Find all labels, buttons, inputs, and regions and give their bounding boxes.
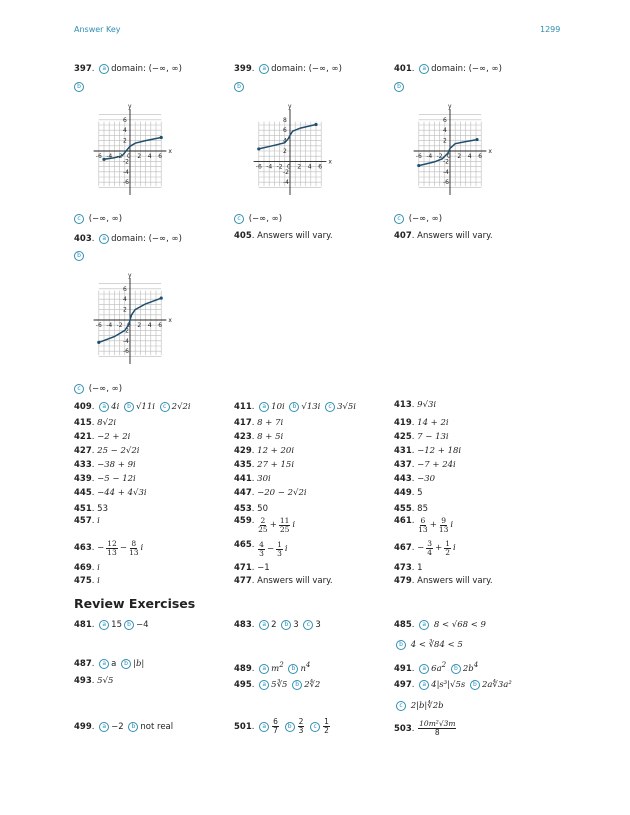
fraction-denominator: 2 [445,548,450,557]
fraction [279,517,291,534]
answer-419: 419. 14 + 2i [394,418,449,428]
x-tick-label: 0 [127,322,131,329]
answer-435: 435. 27 + 15i [234,460,295,470]
fraction-numerator: 6 [420,516,426,525]
fraction-denominator: 3 [259,549,264,558]
x-tick-label: 6 [318,163,323,171]
x-tick-label: 4 [467,153,472,160]
answer-493: 493. 5√5 [74,676,114,686]
y-axis-label: y [288,103,292,110]
fraction-numerator: 3 [427,539,433,548]
fraction-denominator: 25 [279,525,290,534]
x-tick-label: -4 [266,163,273,171]
answer-459: 459. $\frac{2}{25}$ + $\frac{11}{25}$ i [234,516,296,534]
x-axis-label: x [168,148,172,155]
answer-407: 407. Answers will vary. [394,231,493,241]
answer-455: 455. 85 [394,504,428,514]
answer-487: 487. a a b |b| [74,659,145,669]
y-tick-label: 2 [123,306,127,314]
fraction [258,541,265,558]
y-tick-label: 2 [283,148,287,155]
answer-491: 491. a $6a^2$ b $2b^4$ [394,660,479,674]
x-tick-label: 0 [447,153,451,160]
section-title-review-exercises: Review Exercises [74,596,196,611]
x-tick-label: 2 [137,322,142,329]
answer-423: 423. 8 + 5i [234,432,284,442]
imaginary-unit: i [452,543,456,553]
answer-437: 437. −7 + 24i [394,460,456,470]
answer-401: 401. a domain: (−∞, ∞) [394,64,502,74]
x-axis-label: x [488,148,492,155]
y-tick-label: 4 [443,127,447,135]
answer-413: 413. 9√3i [394,400,437,410]
curve-arrow-end [160,297,163,300]
y-tick-label: -2 [443,158,449,166]
y-axis-label: y [128,103,132,110]
answer-409: 409. a 4i b √11i c 2√2i [74,402,191,412]
answer-445: 445. −44 + 4√3i [74,488,147,498]
x-tick-label: 4 [147,153,152,160]
sign: − [417,543,425,553]
graph-397 [80,103,180,198]
answer-501: 501. a $\frac{6}{7}$ b $\frac{2}{3}$ c $\frac{1}{2}$ [234,717,329,735]
answer-425: 425. 7 − 13i [394,432,449,442]
y-tick-label: -4 [123,168,129,176]
imaginary-unit: i [284,544,288,554]
part-c-401: c (−∞, ∞) [392,214,442,225]
answer-441: 441. 30i [234,474,271,484]
answer-485-b: b 4 < ∛84 < 5 [394,640,463,651]
operator: − [119,543,127,553]
answer-447: 447. −20 − 2√2i [234,488,307,498]
answer-439: 439. −5 − 12i [74,474,136,484]
fraction-denominator: 13 [128,548,139,557]
x-tick-label: -6 [415,153,422,160]
answer-495: 495. a 5∛5 b 2∜2 [234,680,321,690]
fraction [258,517,268,534]
fraction [106,540,118,557]
answer-443: 443. −30 [394,474,436,484]
answer-405: 405. Answers will vary. [234,231,333,241]
x-axis-label: x [168,317,172,324]
part-b-397: b [72,82,86,93]
fraction-numerator: 12 [107,539,117,548]
curve-arrow-end [475,138,478,141]
y-tick-label: -2 [283,168,289,176]
fraction [418,517,428,534]
fraction [439,517,449,534]
curve-arrow-start [257,147,260,150]
x-tick-label: -6 [95,322,102,329]
fraction-numerator: 4 [259,540,264,549]
x-tick-label: 0 [287,163,291,171]
fraction-numerator: 8 [131,539,137,548]
answer-433: 433. −38 + 9i [74,460,136,470]
answer-411: 411. a 10i b √13i c 3√5i [234,402,357,412]
operator: + [429,520,437,530]
header-page-number: 1299 [540,25,561,34]
y-tick-label: 2 [443,137,447,145]
answer-451: 451. 53 [74,504,108,514]
y-axis-label: y [448,103,452,110]
fraction-numerator: 9 [441,516,446,525]
fraction [276,541,283,558]
answer-469: 469. i [74,563,100,573]
answer-463: 463. − $\frac{12}{13}$ − $\frac{8}{13}$ i [74,539,144,557]
y-tick-label: -4 [123,337,129,345]
y-tick-label: 4 [123,127,127,135]
x-tick-label: -6 [95,153,102,160]
fraction [444,540,451,557]
x-tick-label: 2 [297,163,302,171]
y-tick-label: -2 [123,327,129,335]
answer-457: 457. i [74,516,100,526]
part-c-403: c (−∞, ∞) [72,384,122,395]
y-tick-label: -6 [123,179,129,187]
x-tick-label: -2 [276,163,283,171]
y-tick-label: -2 [123,158,129,166]
sign: − [97,543,105,553]
y-tick-label: 4 [283,137,287,145]
x-tick-label: 2 [137,153,142,160]
y-tick-label: 8 [283,116,287,124]
answer-497: 497. a 4|s³|√5s b 2a∜3a² [394,680,512,690]
y-axis-label: y [128,272,132,279]
y-tick-label: -4 [283,179,289,187]
answer-477: 477. Answers will vary. [234,576,333,586]
fraction-numerator: 11 [279,516,290,525]
y-tick-label: -6 [443,179,449,187]
fraction-numerator: 2 [260,516,266,525]
answer-465: 465. $\frac{4}{3}$ − $\frac{1}{3}$ i [234,540,288,558]
x-tick-label: -4 [106,153,113,160]
x-axis-label: x [328,158,332,166]
answer-497-c: c 2|b|∜2b [394,701,444,712]
graph-403 [80,272,180,367]
answer-467: 467. − $\frac{3}{4}$ + $\frac{1}{2}$ i [394,539,456,557]
fraction-denominator: 4 [427,548,433,557]
fraction-denominator: 25 [258,525,268,534]
part-b-401: b [392,82,406,93]
fraction [426,540,433,557]
curve-arrow-start [417,164,420,167]
answer-415: 415. 8√2i [74,418,117,428]
x-tick-label: 2 [457,153,462,160]
x-tick-label: 4 [307,163,312,171]
x-tick-label: -6 [255,163,262,171]
answer-453: 453. 50 [234,504,268,514]
part-c-399: c (−∞, ∞) [232,214,282,225]
answer-399: 399. a domain: (−∞, ∞) [234,64,342,74]
y-tick-label: 6 [283,127,287,135]
curve-arrow-end [314,123,317,126]
y-tick-label: -6 [123,348,129,356]
fraction-denominator: 13 [418,525,428,534]
part-b-399: b [232,82,246,93]
x-tick-label: -2 [436,153,443,160]
answer-475: 475. i [74,576,100,586]
answer-421: 421. −2 + 2i [74,432,131,442]
answer-403: 403. a domain: (−∞, ∞) [74,234,182,244]
curve-arrow-end [160,136,163,139]
answer-431: 431. −12 + 18i [394,446,462,456]
answer-461: 461. $\frac{6}{13}$ + $\frac{9}{13}$ i [394,516,454,534]
answer-481: 481. a 15 b −4 [74,620,149,630]
answer-485: 485. a 8 < √68 < 9 [394,620,486,630]
operator: + [269,520,277,530]
header-section-title: Answer Key [74,25,121,34]
x-tick-label: 6 [478,153,483,160]
graph-399 [240,103,340,198]
answer-503: 503. $\frac{\text{10m²√3m}}{8}$ [394,719,456,737]
fraction-denominator: 13 [438,525,449,534]
fraction-denominator: 3 [277,549,282,558]
fraction-denominator: 13 [107,548,117,557]
answer-473: 473. 1 [394,563,423,573]
function-curve [259,125,316,149]
answer-427: 427. 25 − 2√2i [74,446,140,456]
fraction [129,540,139,557]
y-tick-label: 6 [123,116,127,124]
fraction-numerator: 1 [277,540,282,549]
y-tick-label: -4 [443,168,449,176]
answer-449: 449. 5 [394,488,423,498]
y-tick-label: 2 [123,137,127,145]
answer-397: 397. a domain: (−∞, ∞) [74,64,182,74]
x-tick-label: -4 [106,322,113,329]
answer-483: 483. a 2 b 3 c 3 [234,620,321,630]
answer-479: 479. Answers will vary. [394,576,493,586]
y-tick-label: 4 [123,296,127,304]
operator: + [435,543,443,553]
graph-401 [400,103,500,198]
answer-429: 429. 12 + 20i [234,446,295,456]
operator: − [266,544,275,554]
x-tick-label: 0 [127,153,131,160]
answer-471: 471. −1 [234,563,270,573]
x-tick-label: -2 [116,153,123,160]
part-c-397: c (−∞, ∞) [72,214,122,225]
y-tick-label: 6 [123,285,127,293]
x-tick-label: -4 [426,153,433,160]
fraction-numerator: 1 [445,539,450,548]
x-tick-label: 4 [147,322,152,329]
y-tick-label: 6 [443,116,447,124]
x-tick-label: 6 [158,153,163,160]
x-tick-label: 6 [158,322,163,329]
curve-arrow-start [97,341,100,344]
imaginary-unit: i [450,520,454,530]
part-b-403: b [72,251,86,262]
curve-arrow-start [102,158,105,161]
x-tick-label: -2 [116,322,123,329]
imaginary-unit: i [140,543,144,553]
answer-417: 417. 8 + 7i [234,418,284,428]
answer-499: 499. a −2 b not real [74,722,174,732]
answer-489: 489. a $m^2$ b $n^4$ [234,660,311,674]
imaginary-unit: i [292,520,296,530]
